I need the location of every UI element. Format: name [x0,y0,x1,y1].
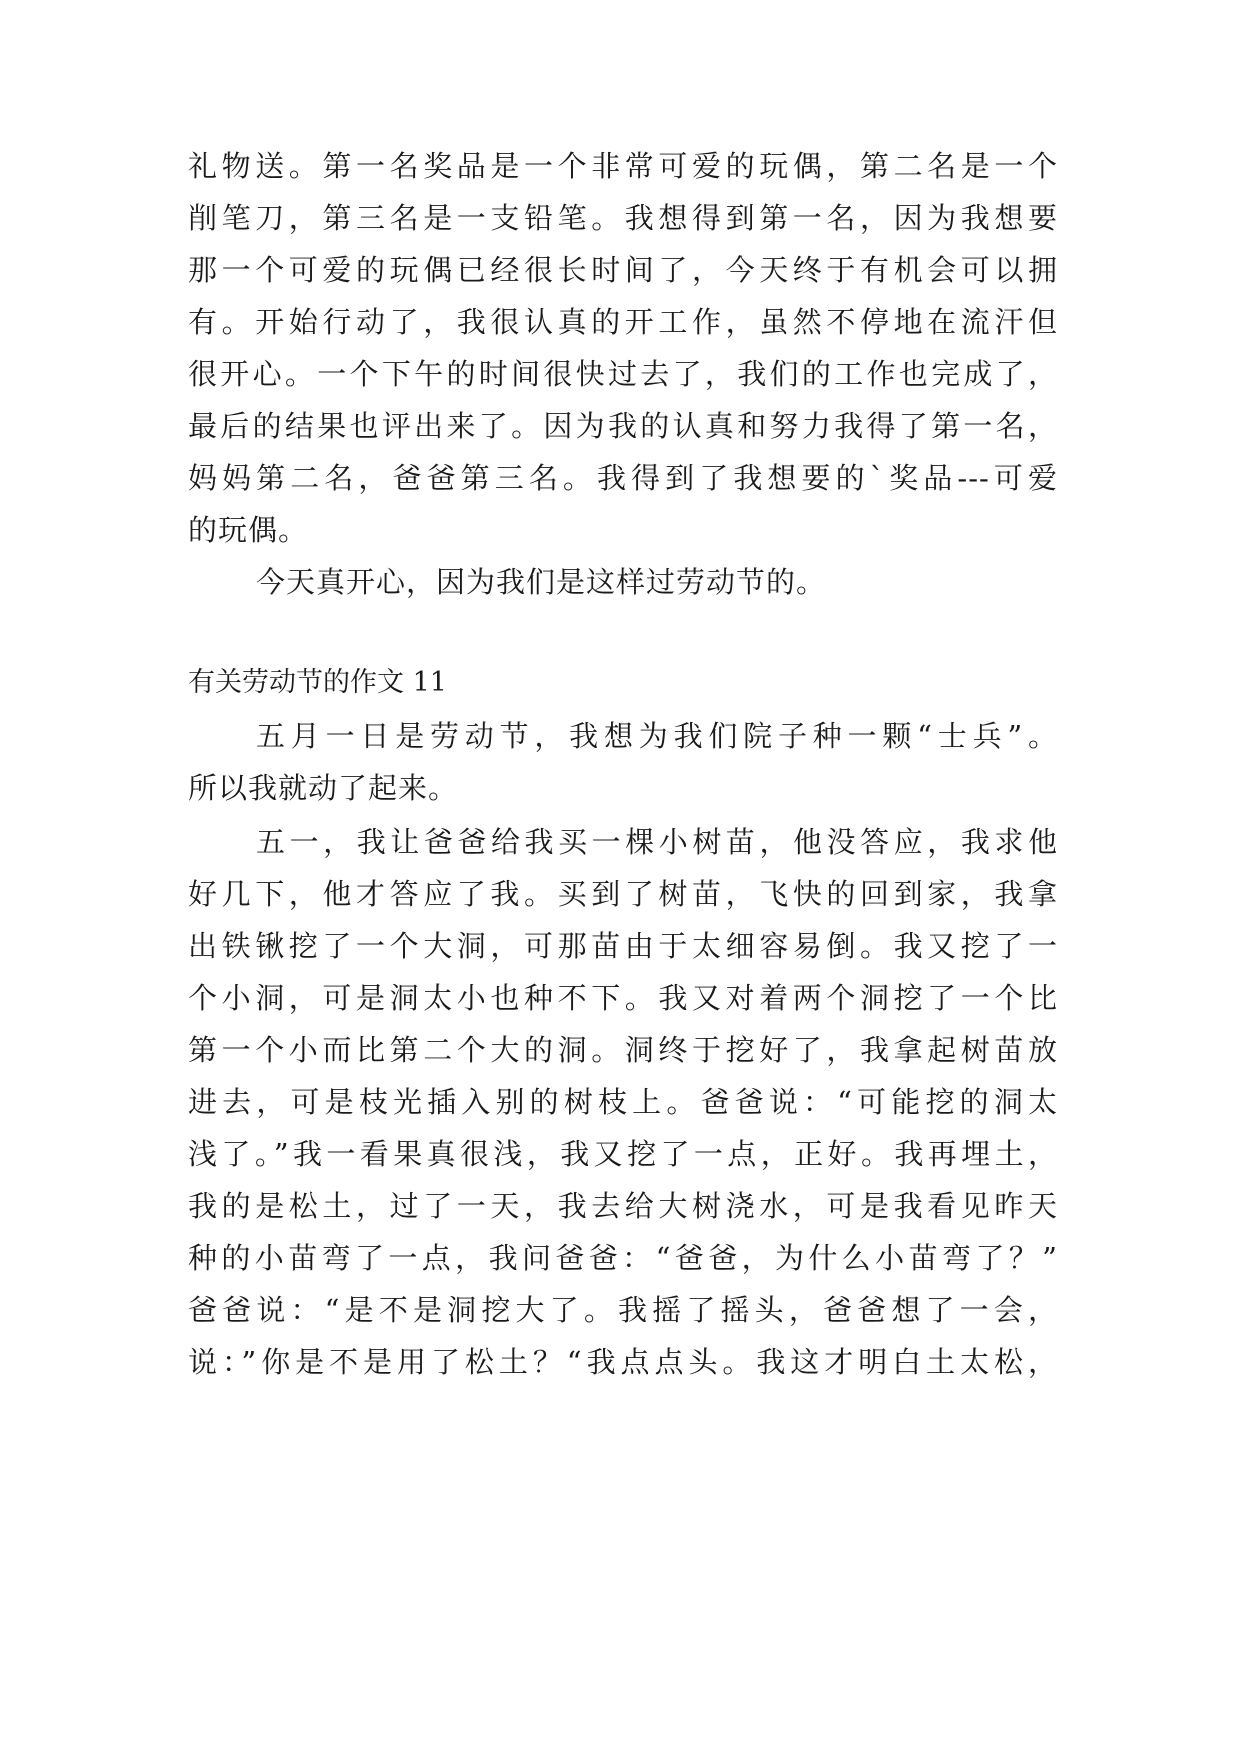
text-line: 浅了。”我一看果真很浅，我又挖了一点，正好。我再埋土， [188,1137,1058,1171]
text-line: 的玩偶。 [188,513,309,547]
text-line: 五一，我让爸爸给我买一棵小树苗，他没答应，我求他 [256,825,1058,859]
essay-title: 有关劳动节的作文 11 [188,667,447,698]
text-line: 有。开始行动了，我很认真的开工作，虽然不停地在流汗但 [188,305,1058,339]
text-line: 削笔刀，第三名是一支铅笔。我想得到第一名，因为我想要 [188,201,1058,235]
text-line: 很开心。一个下午的时间很快过去了，我们的工作也完成了， [188,357,1058,391]
text-line: 所以我就动了起来。 [188,771,459,805]
text-line: 妈妈第二名，爸爸第三名。我得到了我想要的`奖品---可爱 [188,461,1058,495]
text-line: 出铁锹挖了一个大洞，可那苗由于太细容易倒。我又挖了一 [188,929,1058,963]
text-line: 进去，可是枝光插入别的树枝上。爸爸说：“可能挖的洞太 [188,1085,1058,1119]
text-line: 说：”你是不是用了松土？“我点点头。我这才明白土太松， [188,1345,1058,1379]
text-line: 最后的结果也评出来了。因为我的认真和努力我得了第一名， [188,409,1058,443]
text-line: 好几下，他才答应了我。买到了树苗，飞快的回到家，我拿 [188,877,1058,911]
text-line: 今天真开心，因为我们是这样过劳动节的。 [256,565,827,599]
text-line: 那一个可爱的玩偶已经很长时间了，今天终于有机会可以拥 [188,253,1058,287]
text-line: 爸爸说：“是不是洞挖大了。我摇了摇头，爸爸想了一会， [188,1293,1058,1327]
text-line: 种的小苗弯了一点，我问爸爸：“爸爸，为什么小苗弯了？” [188,1241,1058,1275]
text-line: 我的是松土，过了一天，我去给大树浇水，可是我看见昨天 [188,1189,1058,1223]
text-line: 礼物送。第一名奖品是一个非常可爱的玩偶，第二名是一个 [188,149,1058,183]
text-line: 个小洞，可是洞太小也种不下。我又对着两个洞挖了一个比 [188,981,1058,1015]
text-line: 第一个小而比第二个大的洞。洞终于挖好了，我拿起树苗放 [188,1033,1058,1067]
text-line: 五月一日是劳动节，我想为我们院子种一颗“士兵”。 [256,719,1058,753]
